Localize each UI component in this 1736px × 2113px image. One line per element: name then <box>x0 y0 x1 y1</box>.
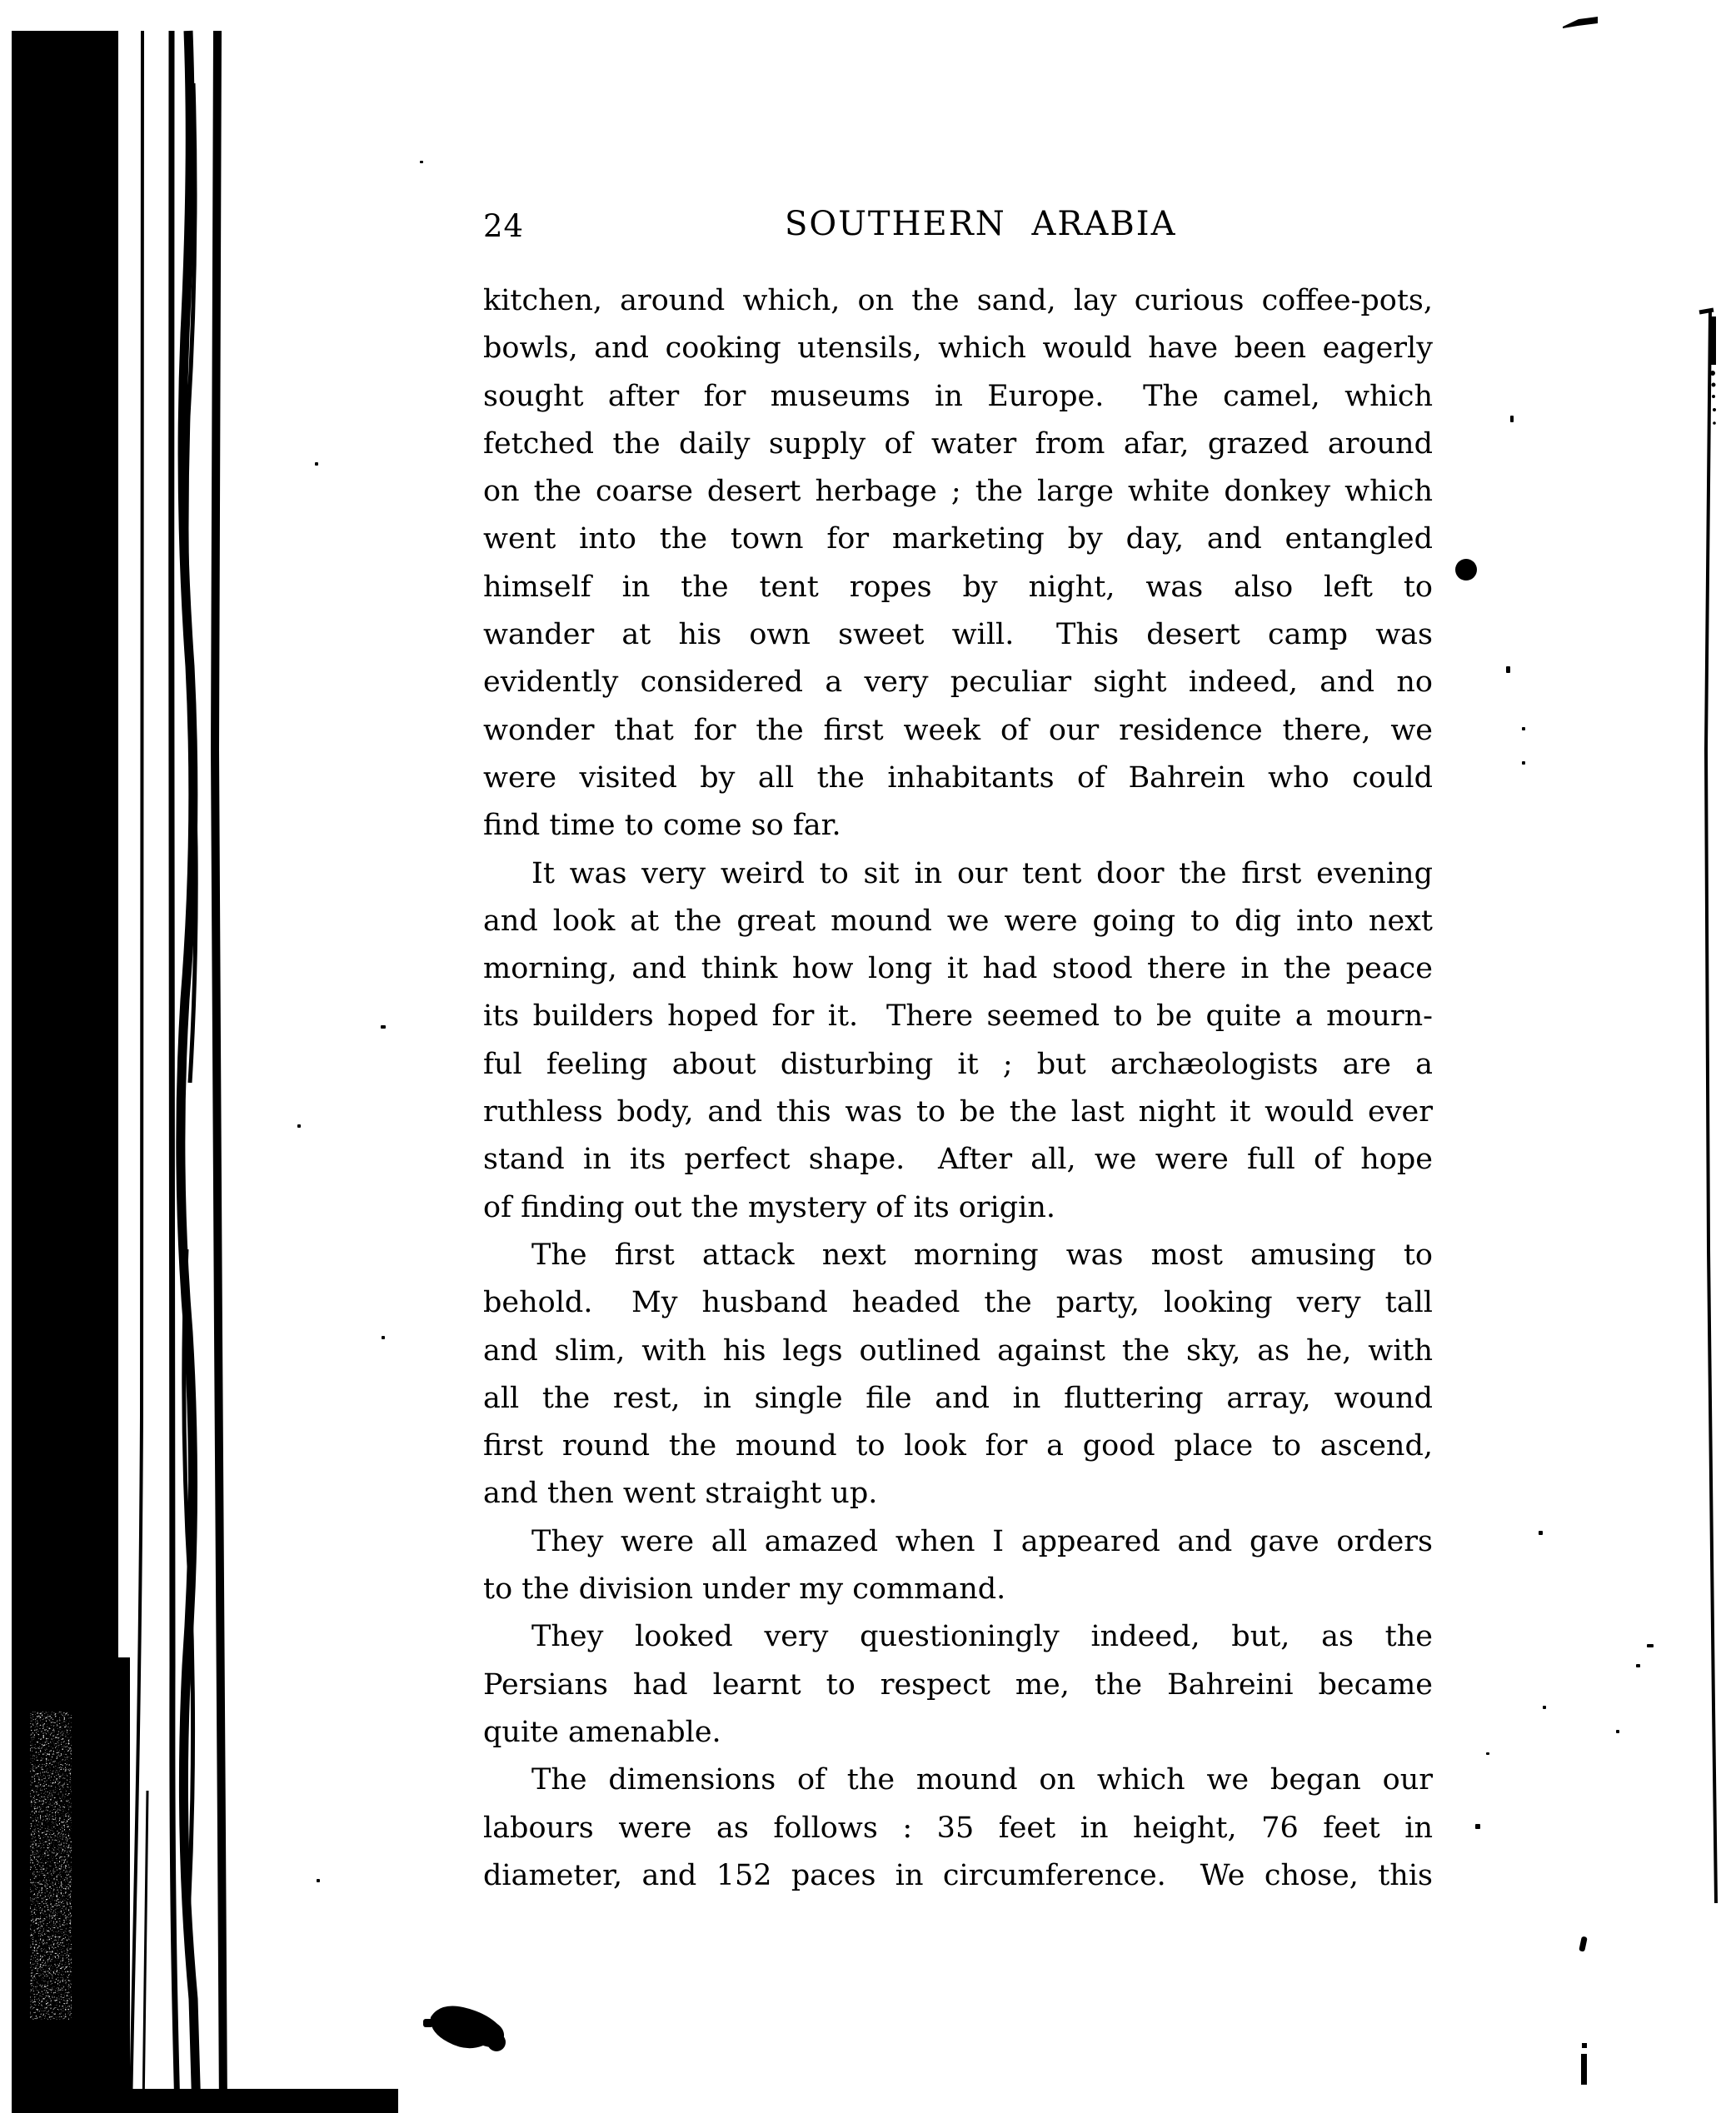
ink-speck <box>1475 1824 1480 1829</box>
text-line: evidently considered a very peculiar sight indeed, and no <box>483 665 1433 700</box>
page-number: 24 <box>483 208 525 244</box>
stray-ink-dot <box>1455 559 1477 581</box>
text-line: They looked very questioningly indeed, but, as the <box>531 1620 1433 1654</box>
text-line: They were all amazed when I appeared and gave orders <box>531 1524 1433 1558</box>
text-line: and then went straight up. <box>483 1477 878 1511</box>
text-line: The dimensions of the mound on which we began our <box>531 1763 1433 1797</box>
text-line: and look at the great mound we were going to dig into next <box>483 904 1433 938</box>
ink-blob-nub <box>487 2033 506 2051</box>
ink-speck <box>1539 1531 1543 1535</box>
text-line: find time to come so far. <box>483 809 841 843</box>
ink-speck <box>297 1124 301 1128</box>
text-line: ful feeling about disturbing it ; but archæologists are a <box>483 1047 1433 1081</box>
ink-speck <box>1506 666 1510 673</box>
page-edge-dot <box>1713 421 1716 425</box>
ink-speck <box>1616 1730 1619 1733</box>
text-line: ruthless body, and this was to be the last night it would ever <box>483 1095 1433 1129</box>
page-edge-thick-blob <box>1709 316 1716 365</box>
ink-blob-tail <box>423 2019 433 2027</box>
text-line: himself in the tent ropes by night, was also left to <box>483 570 1433 604</box>
body-text-block <box>483 277 1433 1900</box>
i-mark-bar <box>1581 2054 1587 2085</box>
i-mark-dot <box>1582 2043 1587 2048</box>
page-edge-dot <box>1712 383 1716 387</box>
running-title: SOUTHERN ARABIA <box>785 205 1177 243</box>
text-line: were visited by all the inhabitants of Bahrein who could <box>483 760 1433 795</box>
text-line: The first attack next morning was most amusing to <box>531 1238 1433 1272</box>
text-line: its builders hoped for it. There seemed to be quite a mourn- <box>483 999 1433 1034</box>
page-edge-dot <box>1713 408 1716 411</box>
text-line: stand in its perfect shape. After all, we were full of hope <box>483 1143 1433 1177</box>
text-line: morning, and think how long it had stood there in the peace <box>483 952 1433 986</box>
page-edge-dot <box>1712 395 1715 398</box>
ink-speck <box>315 462 318 466</box>
ink-speck <box>382 1336 385 1339</box>
text-line: bowls, and cooking utensils, which would have been eagerly <box>483 331 1433 366</box>
text-line: labours were as follows : 35 feet in height, 76 feet in <box>483 1811 1433 1845</box>
ink-speck <box>1522 727 1525 730</box>
ink-speck <box>1510 416 1514 422</box>
text-line: kitchen, around which, on the sand, lay curious coffee-pots, <box>483 284 1433 317</box>
text-line: It was very weird to sit in our tent door the first evening <box>531 856 1433 890</box>
text-line: fetched the daily supply of water from afar, grazed around <box>483 426 1433 461</box>
ink-speck <box>1522 761 1525 765</box>
text-line: to the division under my command. <box>483 1572 1006 1607</box>
text-line: behold. My husband headed the party, looking very tall <box>483 1286 1433 1320</box>
text-line: wander at his own sweet will. This desert camp was <box>483 618 1433 652</box>
top-right-dash-mark <box>1563 17 1598 28</box>
ink-speck <box>1543 1706 1546 1709</box>
page-edge-dot <box>1710 371 1715 376</box>
ink-speck <box>1636 1664 1640 1667</box>
text-line: of finding out the mystery of its origin. <box>483 1190 1056 1224</box>
ink-speck <box>1486 1752 1489 1755</box>
text-line: wonder that for the first week of our residence there, we <box>483 713 1433 747</box>
text-line: sought after for museums in Europe. The camel, which <box>483 379 1433 413</box>
ink-speck <box>420 161 423 163</box>
ink-speck <box>1647 1644 1654 1647</box>
text-line: and slim, with his legs outlined against the sky, as he, with <box>483 1333 1433 1368</box>
text-line: diameter, and 152 paces in circumference. We chose, this <box>483 1858 1433 1892</box>
ink-speck <box>381 1025 386 1029</box>
text-line: all the rest, in single file and in fluttering array, wound <box>483 1381 1433 1415</box>
apostrophe-mark <box>1579 1936 1588 1952</box>
text-line: quite amenable. <box>483 1715 721 1749</box>
text-line: first round the mound to look for a good place to ascend, <box>483 1429 1433 1463</box>
ink-speck <box>317 1879 320 1882</box>
text-line: on the coarse desert herbage ; the large white donkey which <box>483 475 1433 509</box>
text-line: went into the town for marketing by day, and entangled <box>483 522 1433 556</box>
page-edge-line <box>1706 310 1716 1903</box>
text-line: Persians had learnt to respect me, the Bahreini became <box>483 1667 1433 1702</box>
